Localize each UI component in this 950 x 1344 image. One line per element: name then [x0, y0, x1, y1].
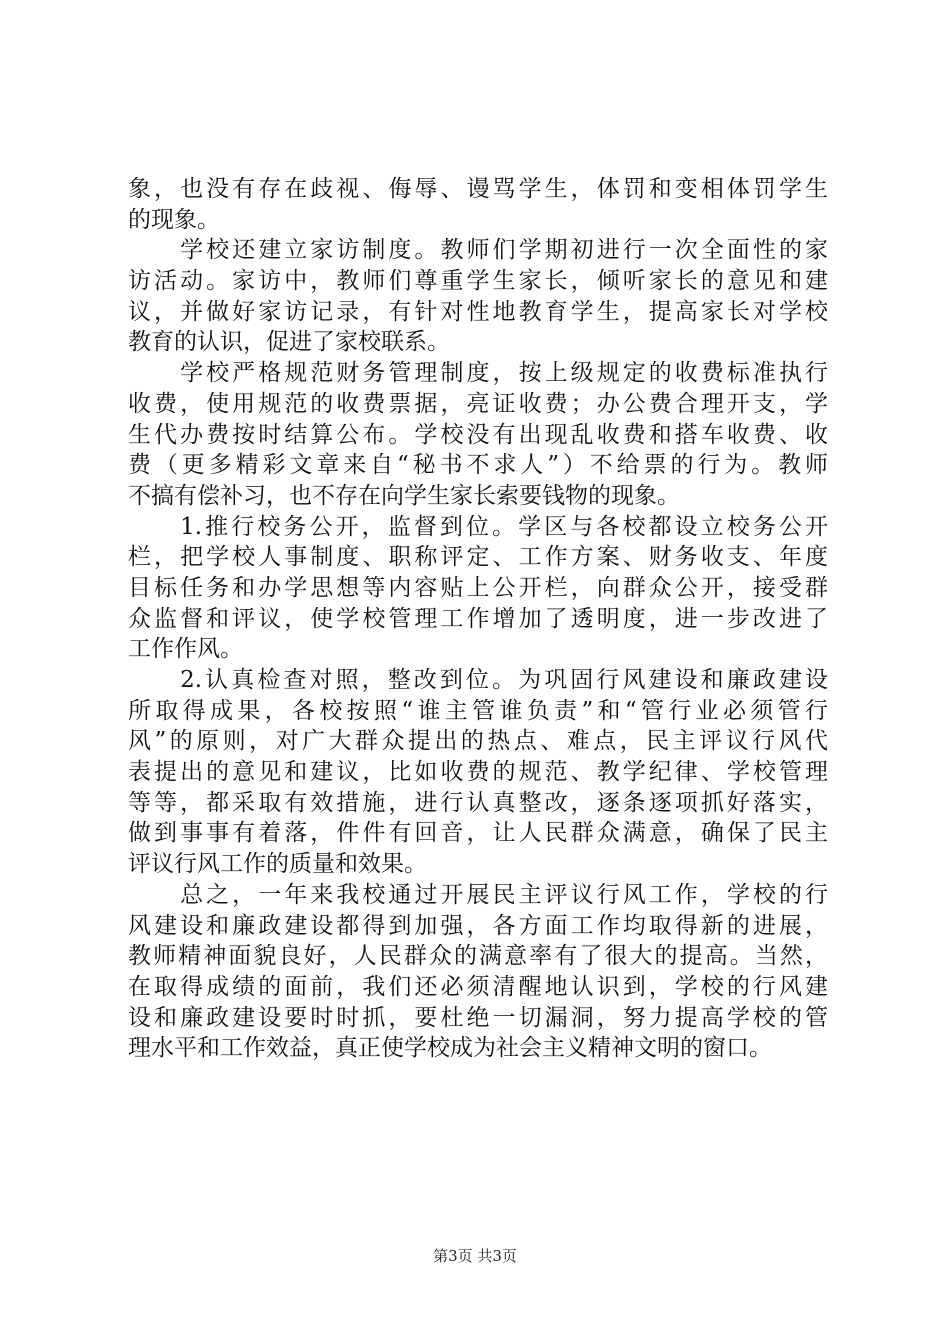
- text-line: 生代办费按时结算公布。学校没有出现乱收费和搭车收费、收: [128, 421, 828, 448]
- text-line: 设和廉政建设要时时抓，要杜绝一切漏洞，努力提高学校的管: [128, 1004, 828, 1031]
- text-line: 的现象。: [128, 206, 220, 233]
- text-line: 目标任务和办学思想等内容贴上公开栏，向群众公开，接受群: [128, 574, 828, 601]
- text-line: 不搞有偿补习，也不存在向学生家长索要钱物的现象。: [128, 482, 680, 509]
- text-line: 评议行风工作的质量和效果。: [128, 851, 427, 878]
- text-line: 众监督和评议，使学校管理工作增加了透明度，进一步改进了: [128, 605, 828, 632]
- text-line: 所取得成果，各校按照“谁主管谁负责”和“管行业必须管行: [128, 697, 828, 724]
- text-line: 表提出的意见和建议，比如收费的规范、教学纪律、学校管理: [128, 759, 828, 786]
- text-line: 风建设和廉政建设都得到加强，各方面工作均取得新的进展，: [128, 912, 828, 939]
- text-line: 议，并做好家访记录，有针对性地教育学生，提高家长对学校: [128, 298, 828, 325]
- text-line: 教育的认识，促进了家校联系。: [128, 329, 450, 356]
- text-line: 学校还建立家访制度。教师们学期初进行一次全面性的家: [128, 237, 828, 264]
- text-line: 风”的原则，对广大群众提出的热点、难点，民主评议行风代: [128, 728, 828, 755]
- text-line: 收费，使用规范的收费票据，亮证收费；办公费合理开支，学: [128, 390, 828, 417]
- text-line: 象，也没有存在歧视、侮辱、谩骂学生，体罚和变相体罚学生: [128, 176, 828, 202]
- text-line: 学校严格规范财务管理制度，按上级规定的收费标准执行: [128, 360, 828, 387]
- text-line: 1.推行校务公开，监督到位。学区与各校都设立校务公开: [128, 513, 828, 540]
- text-line: 2.认真检查对照，整改到位。为巩固行风建设和廉政建设: [128, 667, 828, 693]
- text-line: 工作作风。: [128, 636, 243, 663]
- text-line: 费（更多精彩文章来自“秘书不求人”）不给票的行为。教师: [128, 452, 828, 479]
- document-body: [128, 174, 828, 1064]
- text-line: 总之，一年来我校通过开展民主评议行风工作，学校的行: [128, 881, 828, 908]
- text-line: 做到事事有着落，件件有回音，让人民群众满意，确保了民主: [128, 820, 828, 847]
- text-line: 栏，把学校人事制度、职称评定、工作方案、财务收支、年度: [128, 544, 828, 571]
- text-line: 教师精神面貌良好，人民群众的满意率有了很大的提高。当然，: [128, 943, 828, 970]
- text-line: 访活动。家访中，教师们尊重学生家长，倾听家长的意见和建: [128, 268, 828, 295]
- text-line: 在取得成绩的面前，我们还必须清醒地认识到，学校的行风建: [128, 973, 828, 1000]
- text-line: 等等，都采取有效措施，进行认真整改，逐条逐项抓好落实，: [128, 789, 828, 816]
- text-line: 理水平和工作效益，真正使学校成为社会主义精神文明的窗口。: [128, 1035, 772, 1062]
- page-footer: 第3页 共3页: [433, 1247, 517, 1265]
